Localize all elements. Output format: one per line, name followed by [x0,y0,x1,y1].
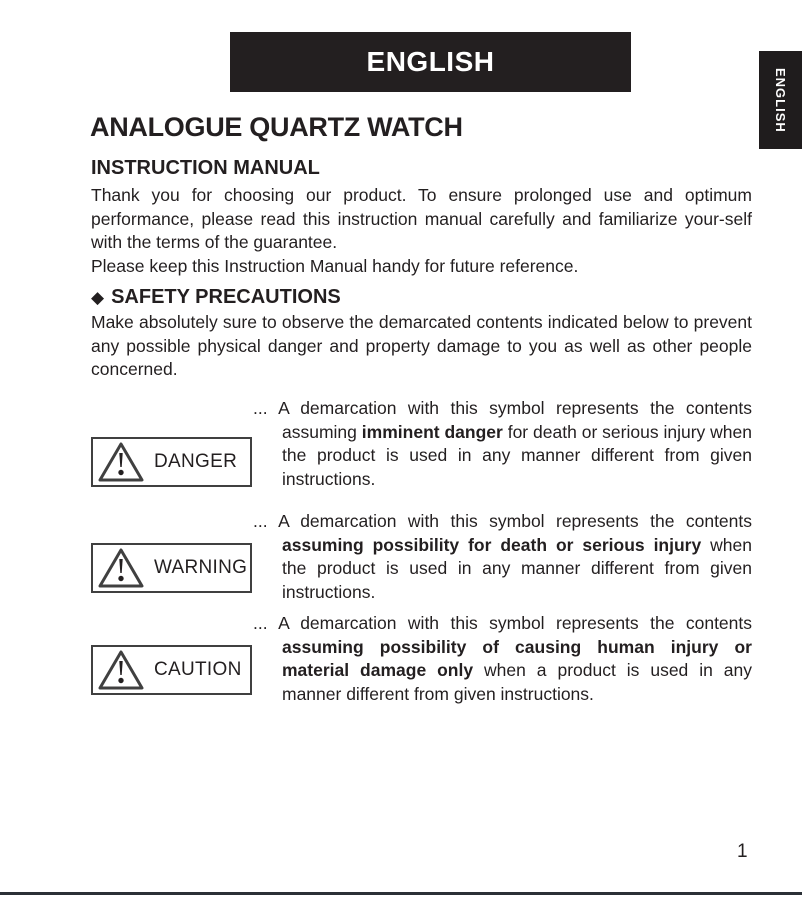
danger-text-after: for death or serious injury when the product is used in any manner different from given instructions. [282,421,752,489]
bottom-rule [0,892,802,895]
safety-intro-paragraph: Make absolutely sure to observe the demarcated contents indicated below to prevent any possible physical danger and property damage to you as well as other people concerned. [91,312,752,380]
keep-manual-paragraph: Please keep this Instruction Manual handy for future reference. [91,256,579,276]
instruction-manual-heading: INSTRUCTION MANUAL [91,157,320,179]
caution-text-after: when a product is used in any manner different from given instructions. [282,660,752,704]
page-number: 1 [737,841,748,862]
language-banner [230,32,631,92]
danger-ellipsis: ... [253,398,279,418]
warning-ellipsis: ... [253,511,279,531]
caution-ellipsis: ... [253,613,279,633]
warning-paragraph [253,510,752,604]
caution-bold-phrase: assuming possibility of causing human injury or material damage only [282,636,752,681]
danger-label: DANGER [154,451,238,472]
warning-triangle-icon [98,547,144,589]
warning-label: WARNING [154,557,248,578]
warning-triangle-icon [98,649,144,691]
page-title: ANALOGUE QUARTZ WATCH [90,112,463,142]
warning-text-before: A demarcation with this symbol represents the contents [278,511,753,531]
safety-precautions-heading [91,286,341,309]
intro-paragraph: Thank you for choosing our product. To ensure prolonged use and optimum performance, please read this instruction manual carefully and familiarize your-self with the terms of the guarantee. [91,185,752,253]
danger-text-before: A demarcation with this symbol represents the contents assuming [278,398,753,442]
caution-label: CAUTION [154,659,242,680]
safety-precautions-heading-text: SAFETY PRECAUTIONS [111,286,341,308]
danger-paragraph [253,397,752,491]
caution-paragraph [253,612,752,706]
language-side-tab [759,51,802,149]
warning-triangle-icon [98,441,144,483]
warning-box [91,543,252,593]
caution-box [91,645,252,695]
warning-bold-phrase: assuming possibility for death or serious injury [282,534,702,555]
diamond-bullet-icon: ◆ [91,288,105,308]
caution-text-before: A demarcation with this symbol represents the contents [278,613,753,633]
language-side-tab-label: ENGLISH [773,67,788,133]
warning-text-after: when the product is used in any manner different from given instructions. [282,534,752,602]
danger-bold-phrase: imminent danger [361,421,503,442]
danger-box [91,437,252,487]
language-banner-label: ENGLISH [366,46,495,77]
